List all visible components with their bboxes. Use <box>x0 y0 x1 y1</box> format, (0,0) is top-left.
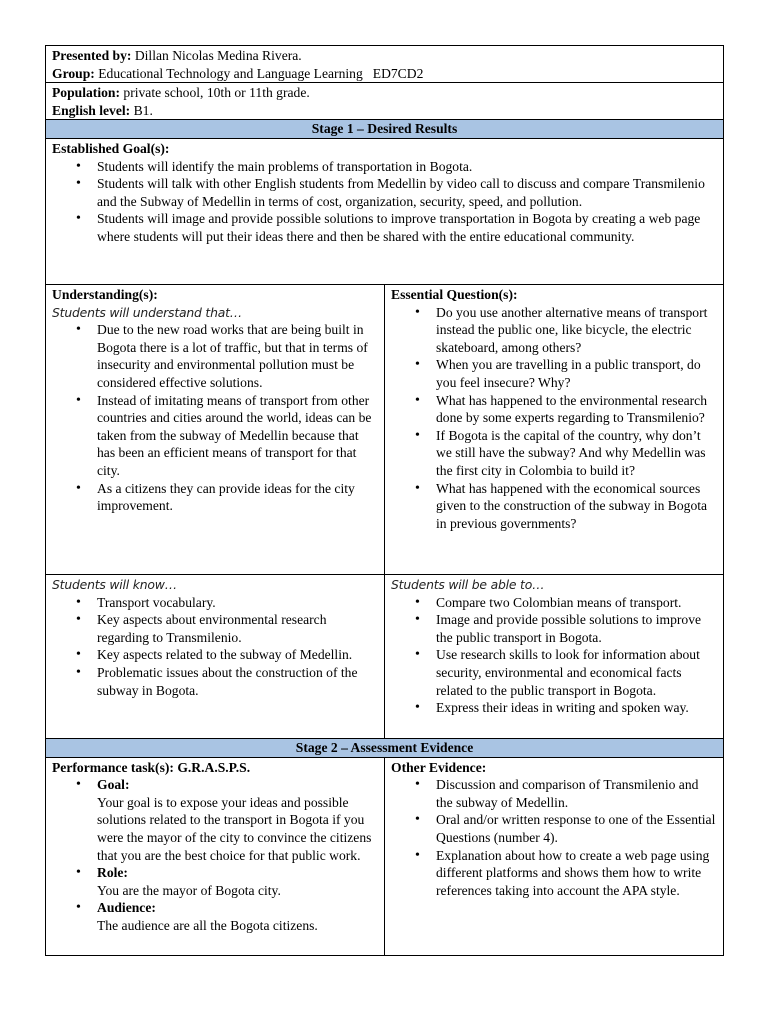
stage2-header-row <box>46 738 724 757</box>
understandings-list <box>52 321 378 515</box>
list-item: • Students will image and provide possible solutions to improve transportation in Bogota by creating a web page where students will put their ideas there and then be shared with the entire educational community. <box>52 210 717 245</box>
other-evidence-heading: Other Evidence: <box>391 759 487 775</box>
know-heading: Students will know… <box>52 576 177 592</box>
list-item: • What has happened to the environmental research done by some experts regarding to Transmilenio? <box>391 392 717 427</box>
list-item: • Students will talk with other English students from Medellin by video call to discuss and compare Transmilenio and the Subway of Medellin in terms of cost, organization, security, speed, and pollution. <box>52 175 717 210</box>
list-item: • Compare two Colombian means of transport. <box>391 594 717 612</box>
goals-heading: Established Goal(s): <box>52 140 170 156</box>
questions-heading: Essential Question(s): <box>391 286 518 302</box>
grasps-role: • Role: You are the mayor of Bogota city. <box>52 864 378 899</box>
group-line: Group: Educational Technology and Language Learning ED7CD2 <box>52 65 424 81</box>
understandings-subheading: Students will understand that… <box>52 304 242 320</box>
stage1-title: Stage 1 – Desired Results <box>46 120 724 139</box>
grasps-list <box>52 776 378 934</box>
grasps-goal: • Goal: Your goal is to expose your ideas and possible solutions related to the transport in Bogota if you were the mayor of the city to convince the citizens that you are the best choice for that public work. <box>52 776 378 864</box>
presented-by-line: Presented by: Dillan Nicolas Medina Rivera. <box>52 48 302 63</box>
other-evidence-list <box>391 776 717 899</box>
lesson-plan-table <box>45 45 724 956</box>
header-row-presenter <box>46 46 724 83</box>
list-item: • Students will identify the main problems of transportation in Bogota. <box>52 158 717 176</box>
understandings-questions-row <box>46 284 724 574</box>
questions-cell <box>385 284 724 574</box>
able-heading: Students will be able to… <box>391 576 545 592</box>
list-item: • Use research skills to look for information about security, environmental and economical facts related to the public transport in Bogota. <box>391 646 717 699</box>
performance-evidence-row <box>46 757 724 955</box>
able-cell <box>385 574 724 738</box>
list-item: • If Bogota is the capital of the country, why don’t we still have the subway? And why Medellin was the first city in Colombia to build it? <box>391 427 717 480</box>
other-evidence-cell <box>385 757 724 955</box>
list-item: • Instead of imitating means of transport from other countries and cities around the world, ideas can be taken from the subway of Medellin because that has been an efficient means of transport for that city. <box>52 392 378 480</box>
list-item: • Discussion and comparison of Transmilenio and the subway of Medellin. <box>391 776 717 811</box>
list-item: • Do you use another alternative means of transport instead the public one, like bicycle, the electric skateboard, among others? <box>391 304 717 357</box>
list-item: • When you are travelling in a public transport, do you feel insecure? Why? <box>391 356 717 391</box>
lesson-plan-document <box>45 45 723 956</box>
list-item: • Explanation about how to create a web page using different platforms and shows them how to write references taking into account the APA style. <box>391 847 717 900</box>
list-item: • Key aspects about environmental research regarding to Transmilenio. <box>52 611 378 646</box>
performance-cell <box>46 757 385 955</box>
questions-list <box>391 304 717 533</box>
goals-list <box>52 158 717 246</box>
know-cell <box>46 574 385 738</box>
list-item: • Key aspects related to the subway of Medellin. <box>52 646 378 664</box>
list-item: • Transport vocabulary. <box>52 594 378 612</box>
able-list <box>391 594 717 717</box>
header-row-population <box>46 83 724 120</box>
understandings-cell <box>46 284 385 574</box>
list-item: • What has happened with the economical sources given to the construction of the subway in Bogota in previous governments? <box>391 480 717 533</box>
list-item: • Problematic issues about the construction of the subway in Bogota. <box>52 664 378 699</box>
stage1-header-row <box>46 120 724 139</box>
list-item: • Due to the new road works that are being built in Bogota there is a lot of traffic, but that in terms of insecurity and environmental pollution must be considered effective solutions. <box>52 321 378 391</box>
list-item: • As a citizens they can provide ideas for the city improvement. <box>52 480 378 515</box>
english-level-line: English level: B1. <box>52 102 153 118</box>
understandings-heading: Understanding(s): <box>52 286 158 302</box>
stage2-title: Stage 2 – Assessment Evidence <box>46 738 724 757</box>
population-line: Population: private school, 10th or 11th grade. <box>52 85 310 101</box>
grasps-audience: • Audience: The audience are all the Bogota citizens. <box>52 899 378 934</box>
group-code: ED7CD2 <box>372 65 424 81</box>
know-list <box>52 594 378 700</box>
goals-row <box>46 138 724 284</box>
know-able-row <box>46 574 724 738</box>
list-item: • Express their ideas in writing and spoken way. <box>391 699 717 717</box>
performance-heading: Performance task(s): G.R.A.S.P.S. <box>52 759 251 775</box>
list-item: • Oral and/or written response to one of the Essential Questions (number 4). <box>391 811 717 846</box>
list-item: • Image and provide possible solutions to improve the public transport in Bogota. <box>391 611 717 646</box>
